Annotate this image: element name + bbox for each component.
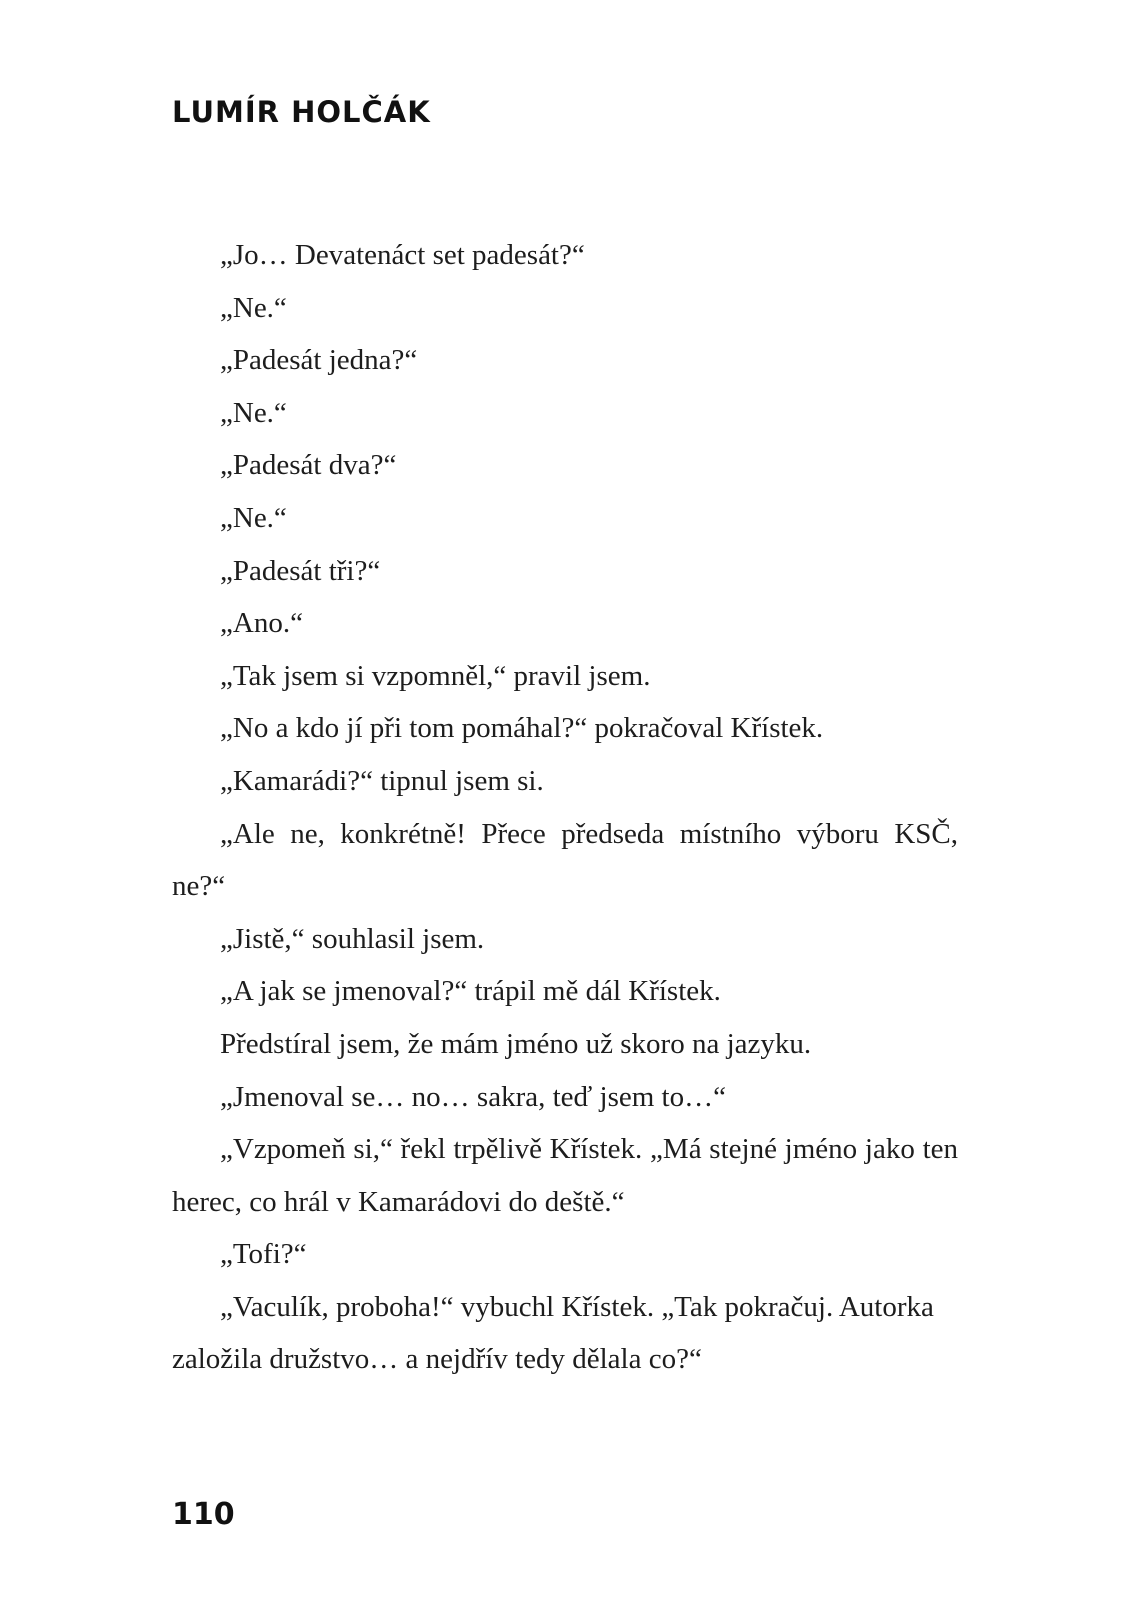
paragraph: „Ne.“ xyxy=(220,501,287,534)
page-number: 110 xyxy=(172,1497,235,1532)
paragraph: „Kamarádi?“ tipnul jsem si. xyxy=(220,764,544,797)
paragraph: „Ano.“ xyxy=(220,607,303,640)
paragraph: „Jistě,“ souhlasil jsem. xyxy=(220,922,485,955)
paragraph: „Tofi?“ xyxy=(220,1238,307,1271)
paragraph: „Vzpomeň si,“ řekl trpělivě Křístek. „Má stejné jméno jako ten herec, co hrál v Kamarádovi do deště.“ xyxy=(172,1133,958,1218)
paragraph: „Ale ne, konkrétně! Přece předseda místního výboru KSČ, ne?“ xyxy=(172,817,958,903)
paragraph: „No a kdo jí při tom pomáhal?“ pokračoval Křístek. xyxy=(220,712,824,745)
paragraph: „A jak se jmenoval?“ trápil mě dál Křístek. xyxy=(220,975,721,1008)
paragraph: „Jo… Devatenáct set padesát?“ xyxy=(220,239,585,271)
paragraph: „Jmenoval se… no… sakra, teď jsem to…“ xyxy=(220,1080,726,1113)
paragraph: Předstíral jsem, že mám jméno už skoro na jazyku. xyxy=(220,1027,812,1060)
running-header-author: LUMÍR HOLČÁK xyxy=(172,95,431,129)
paragraph: „Ne.“ xyxy=(220,396,287,429)
paragraph: „Ne.“ xyxy=(220,291,287,324)
paragraph: „Padesát jedna?“ xyxy=(220,344,418,377)
paragraph: „Vaculík, proboha!“ vybuchl Křístek. „Tak pokračuj. Autorka založila družstvo… a nejdřív tedy dělala co?“ xyxy=(172,1290,934,1376)
paragraph: „Padesát dva?“ xyxy=(220,449,397,482)
body-text xyxy=(172,229,958,1386)
paragraph: „Tak jsem si vzpomněl,“ pravil jsem. xyxy=(220,659,651,692)
paragraph: „Padesát tři?“ xyxy=(220,554,381,587)
